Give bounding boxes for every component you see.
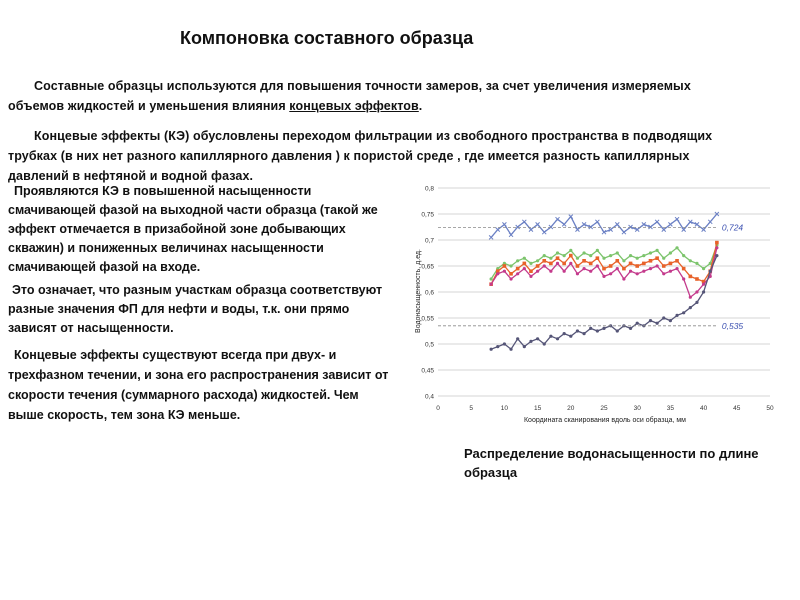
data-point xyxy=(682,267,686,271)
data-point xyxy=(549,262,553,266)
data-point xyxy=(715,246,718,249)
data-point xyxy=(689,275,693,279)
x-tick-label: 0 xyxy=(436,405,440,412)
data-point xyxy=(549,257,552,260)
data-point xyxy=(496,345,499,348)
data-point xyxy=(556,262,559,265)
annotation-label: 0,535 xyxy=(721,320,744,331)
data-point xyxy=(516,259,519,262)
data-point xyxy=(715,254,718,257)
data-point xyxy=(516,225,520,229)
data-point xyxy=(622,259,625,262)
data-point xyxy=(556,337,559,340)
data-point xyxy=(576,329,579,332)
data-point xyxy=(509,233,513,237)
data-point xyxy=(668,222,672,226)
data-point xyxy=(656,249,659,252)
data-point xyxy=(702,267,705,270)
data-point xyxy=(682,311,685,314)
data-point xyxy=(675,267,678,270)
data-point xyxy=(669,270,672,273)
data-point xyxy=(636,257,639,260)
data-point xyxy=(569,249,572,252)
data-point xyxy=(549,225,553,229)
data-point xyxy=(655,220,659,224)
data-point xyxy=(616,251,619,254)
x-tick-labels xyxy=(436,405,774,412)
data-point xyxy=(629,270,632,273)
y-tick-label: 0,8 xyxy=(424,185,434,193)
data-point xyxy=(569,254,573,258)
data-point xyxy=(662,264,666,268)
data-point xyxy=(529,262,532,265)
data-point xyxy=(563,332,566,335)
data-point xyxy=(529,340,532,343)
meaning-paragraph xyxy=(8,281,393,338)
data-point xyxy=(502,222,506,226)
x-tick-label: 10 xyxy=(500,405,509,412)
data-point xyxy=(516,272,519,275)
data-point xyxy=(715,241,719,245)
data-point xyxy=(536,337,539,340)
data-point xyxy=(582,267,585,270)
data-point xyxy=(536,222,540,226)
series-line xyxy=(491,214,717,237)
x-axis-label: Координата сканирования вдоль оси образца, мм xyxy=(523,417,687,424)
data-point xyxy=(629,262,633,266)
chart-caption: Распределение водонасыщенности по длине образца xyxy=(464,446,759,480)
page-title: Компоновка составного образца xyxy=(180,28,474,48)
data-point xyxy=(702,283,705,286)
data-point xyxy=(708,220,712,224)
data-point xyxy=(589,262,593,266)
data-point xyxy=(543,342,546,345)
x-tick-label: 35 xyxy=(666,405,675,412)
data-point xyxy=(523,345,526,348)
end-effects-paragraph xyxy=(8,126,728,186)
data-point xyxy=(582,332,585,335)
data-point xyxy=(662,257,665,260)
data-point xyxy=(503,264,507,268)
data-point xyxy=(562,262,566,266)
data-point xyxy=(563,270,566,273)
end-effects-link[interactable]: концевых эффектов xyxy=(289,99,419,113)
data-point xyxy=(682,254,685,257)
y-tick-label: 0,55 xyxy=(421,315,434,323)
y-tick-label: 0,4 xyxy=(424,393,434,401)
data-point xyxy=(635,264,639,268)
data-point xyxy=(516,267,520,271)
x-tick-label: 45 xyxy=(733,405,741,412)
data-point xyxy=(563,254,566,257)
data-point xyxy=(609,254,612,257)
y-tick-label: 0,65 xyxy=(421,263,434,271)
data-point xyxy=(649,319,652,322)
data-point xyxy=(509,272,513,276)
data-point xyxy=(616,329,619,332)
data-point xyxy=(576,257,579,260)
data-point xyxy=(542,259,546,263)
y-tick-label: 0,7 xyxy=(424,237,434,245)
data-point xyxy=(615,222,619,226)
annotation-label: 0,724 xyxy=(721,222,744,233)
data-point xyxy=(636,272,639,275)
data-point xyxy=(662,228,666,232)
data-point xyxy=(490,277,493,280)
data-point xyxy=(595,220,599,224)
manifestation-paragraph xyxy=(8,182,393,277)
data-point xyxy=(702,290,705,293)
y-tick-label: 0,5 xyxy=(424,341,434,349)
y-tick-label: 0,6 xyxy=(424,289,434,297)
data-point xyxy=(602,275,605,278)
intro-paragraph xyxy=(8,76,728,116)
y-tick-label: 0,75 xyxy=(421,211,434,219)
data-point xyxy=(503,270,506,273)
data-point xyxy=(543,264,546,267)
data-point xyxy=(536,264,540,268)
chart-series xyxy=(489,212,719,351)
data-point xyxy=(556,256,560,260)
intro-text: Составные образцы используются для повышения точности замеров, за счет увеличения измеряемых объемов жидкостей и уменьшения влияния xyxy=(8,79,691,113)
data-point xyxy=(622,277,625,280)
x-tick-label: 30 xyxy=(633,405,641,412)
data-point xyxy=(675,259,679,263)
x-tick-label: 40 xyxy=(699,405,708,412)
data-point xyxy=(523,257,526,260)
chart-grid xyxy=(438,188,770,396)
data-point xyxy=(615,259,619,263)
data-point xyxy=(536,270,539,273)
data-point xyxy=(709,270,712,273)
data-point xyxy=(629,327,632,330)
data-point xyxy=(656,322,659,325)
data-point xyxy=(569,262,572,265)
data-point xyxy=(609,264,613,268)
flow-text: Концевые эффекты существуют всегда при двух- и трехфазном течении, и зона его распространения зависит от скорости течения (суммарного расхода) жидкостей. Чем выше скорость, тем зона КЭ меньше. xyxy=(8,348,389,422)
data-point xyxy=(649,267,652,270)
data-point xyxy=(702,228,706,232)
x-tick-label: 5 xyxy=(469,405,474,412)
data-point xyxy=(582,259,586,263)
data-point xyxy=(675,217,679,221)
data-point xyxy=(529,275,532,278)
data-point xyxy=(655,256,659,260)
data-point xyxy=(543,254,546,257)
data-point xyxy=(662,272,665,275)
data-point xyxy=(682,277,685,280)
x-tick-label: 20 xyxy=(567,405,575,412)
data-point xyxy=(602,257,605,260)
y-tick-label: 0,45 xyxy=(421,367,434,375)
data-point xyxy=(695,301,698,304)
data-point xyxy=(589,270,592,273)
meaning-text: Это означает, что разным участкам образца соответствуют разные значения ФП для нефти и воды, т.к. они прямо зависят от насыщенности. xyxy=(8,283,383,335)
data-point xyxy=(642,254,645,257)
data-point xyxy=(523,262,527,266)
data-point xyxy=(596,249,599,252)
data-point xyxy=(636,322,639,325)
data-point xyxy=(549,270,552,273)
data-point xyxy=(662,316,665,319)
data-point xyxy=(642,270,645,273)
data-point xyxy=(589,254,592,257)
data-point xyxy=(589,327,592,330)
data-point xyxy=(582,251,585,254)
data-point xyxy=(689,259,692,262)
data-point xyxy=(496,272,499,275)
data-point xyxy=(576,264,580,268)
end-effects-text: Концевые эффекты (КЭ) обусловлены переходом фильтрации из свободного пространства в подводящих трубках (в них нет разного капиллярного давления ) к пористой среде , где имеется разность капиллярных давлений в нефтяной и водной фазах. xyxy=(8,129,713,183)
data-point xyxy=(616,267,619,270)
data-point xyxy=(602,327,605,330)
data-point xyxy=(569,335,572,338)
data-point xyxy=(609,272,612,275)
data-point xyxy=(675,314,678,317)
data-point xyxy=(596,264,599,267)
data-point xyxy=(642,262,646,266)
data-point xyxy=(689,296,692,299)
data-point xyxy=(503,342,506,345)
data-point xyxy=(489,235,493,239)
flow-paragraph xyxy=(8,345,393,425)
data-point xyxy=(490,283,493,286)
data-point xyxy=(562,222,566,226)
x-tick-label: 25 xyxy=(600,405,608,412)
data-point xyxy=(675,246,678,249)
y-tick-labels xyxy=(421,186,434,401)
data-point xyxy=(695,262,698,265)
x-tick-label: 50 xyxy=(766,405,774,412)
data-point xyxy=(509,277,512,280)
x-tick-label: 15 xyxy=(533,405,542,412)
data-point xyxy=(669,262,673,266)
data-point xyxy=(669,319,672,322)
data-point xyxy=(509,264,512,267)
data-point xyxy=(529,269,533,273)
data-point xyxy=(682,228,686,232)
data-point xyxy=(556,217,560,221)
manifestation-text: Проявляются КЭ в повышенной насыщенности смачивающей фазой на выходной части образца (такой же эффект отмечается в призабойной зоне добывающих скважин) и пониженных величинах насыщенности смачивающей фазой на входе. xyxy=(8,184,378,274)
data-point xyxy=(522,220,526,224)
data-point xyxy=(649,251,652,254)
data-point xyxy=(629,254,632,257)
data-point xyxy=(622,267,626,271)
data-point xyxy=(496,228,500,232)
data-point xyxy=(516,337,519,340)
saturation-chart xyxy=(400,178,795,428)
data-point xyxy=(622,230,626,234)
data-point xyxy=(656,264,659,267)
data-point xyxy=(695,290,698,293)
data-point xyxy=(542,230,546,234)
data-point xyxy=(529,228,533,232)
data-point xyxy=(689,306,692,309)
data-point xyxy=(490,348,493,351)
data-point xyxy=(549,335,552,338)
chart-annotations xyxy=(438,223,743,331)
data-point xyxy=(509,348,512,351)
data-point xyxy=(576,272,579,275)
data-point xyxy=(596,256,600,260)
data-point xyxy=(695,277,699,281)
y-axis-label: Водонасыщенность, д.ед. xyxy=(415,249,422,333)
data-point xyxy=(649,259,653,263)
data-point xyxy=(669,251,672,254)
data-point xyxy=(536,259,539,262)
data-point xyxy=(523,267,526,270)
data-point xyxy=(602,267,606,271)
data-point xyxy=(556,251,559,254)
intro-period: . xyxy=(418,99,423,113)
data-point xyxy=(596,329,599,332)
